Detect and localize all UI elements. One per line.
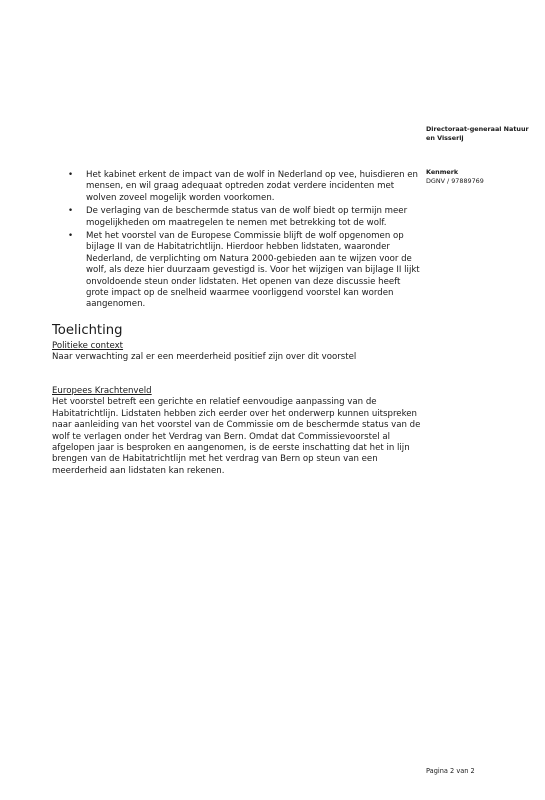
bullet-icon: • — [68, 231, 74, 242]
reference-label: Kenmerk — [426, 168, 459, 176]
bullet-list — [52, 170, 424, 313]
bullet-text: De verlaging van de beschermde status van de wolf biedt op termijn meer mogelijkheden om maatregelen te nemen met betrekking tot de wolf. — [86, 206, 408, 228]
political-context-text: Naar verwachting zal er een meerderheid positief zijn over dit voorstel — [52, 352, 357, 363]
political-context-section — [52, 341, 424, 364]
page-number: Pagina 2 van 2 — [426, 767, 475, 775]
list-item — [52, 170, 424, 204]
organisation-line-1: Directoraat-generaal Natuur — [426, 125, 529, 133]
european-field-text: Het voorstel betreft een gerichte en relatief eenvoudige aanpassing van de Habitatrichtlijn. Lidstaten hebben zich eerder over het onderwerp kunnen uitspreken naar aanleiding van het voorstel van de Commissie om de beschermde status van de wolf te verlagen onder het Verdrag van Bern. Omdat dat Commissievoorstel al afgelopen jaar is besproken en aangenomen, is de eerste inschatting dat het in lijn brengen van de Habitatrichtlijn met het verdrag van Bern op steun van een meerderheid aan lidstaten kan rekenen. — [52, 397, 421, 476]
bullet-text: Het kabinet erkent de impact van de wolf in Nederland op vee, huisdieren en mensen, en wil graag adequaat optreden zodat verdere incidenten met wolven zoveel mogelijk worden voorkomen. — [86, 170, 419, 203]
bullet-icon: • — [68, 170, 74, 180]
european-field-subheading: Europees Krachtenveld — [52, 386, 152, 396]
organisation-line-2: en Visserij — [426, 134, 464, 142]
reference-value: DGNV / 97889769 — [426, 177, 484, 185]
list-item — [52, 206, 424, 229]
bullet-icon: • — [68, 206, 74, 217]
organisation-name — [426, 125, 536, 143]
bullet-text: Met het voorstel van de Europese Commissie blijft de wolf opgenomen op bijlage II van de Habitatrichtlijn. Hierdoor hebben lidstaten, waaronder Nederland, de verplichting om Natura 2000-gebieden aan te wijzen voor de wolf, als deze hier duurzaam gevestigd is. Voor het wijzigen van bijlage II lijkt onvoldoende steun onder lidstaten. Het openen van deze discussie heeft grote impact op de snelheid waarmee voorliggend voorstel kan worden aangenomen. — [86, 231, 420, 310]
european-field-section — [52, 386, 424, 477]
political-context-subheading: Politieke context — [52, 341, 124, 351]
reference-block — [426, 168, 536, 186]
list-item — [52, 231, 424, 311]
section-heading: Toelichting — [52, 323, 123, 338]
